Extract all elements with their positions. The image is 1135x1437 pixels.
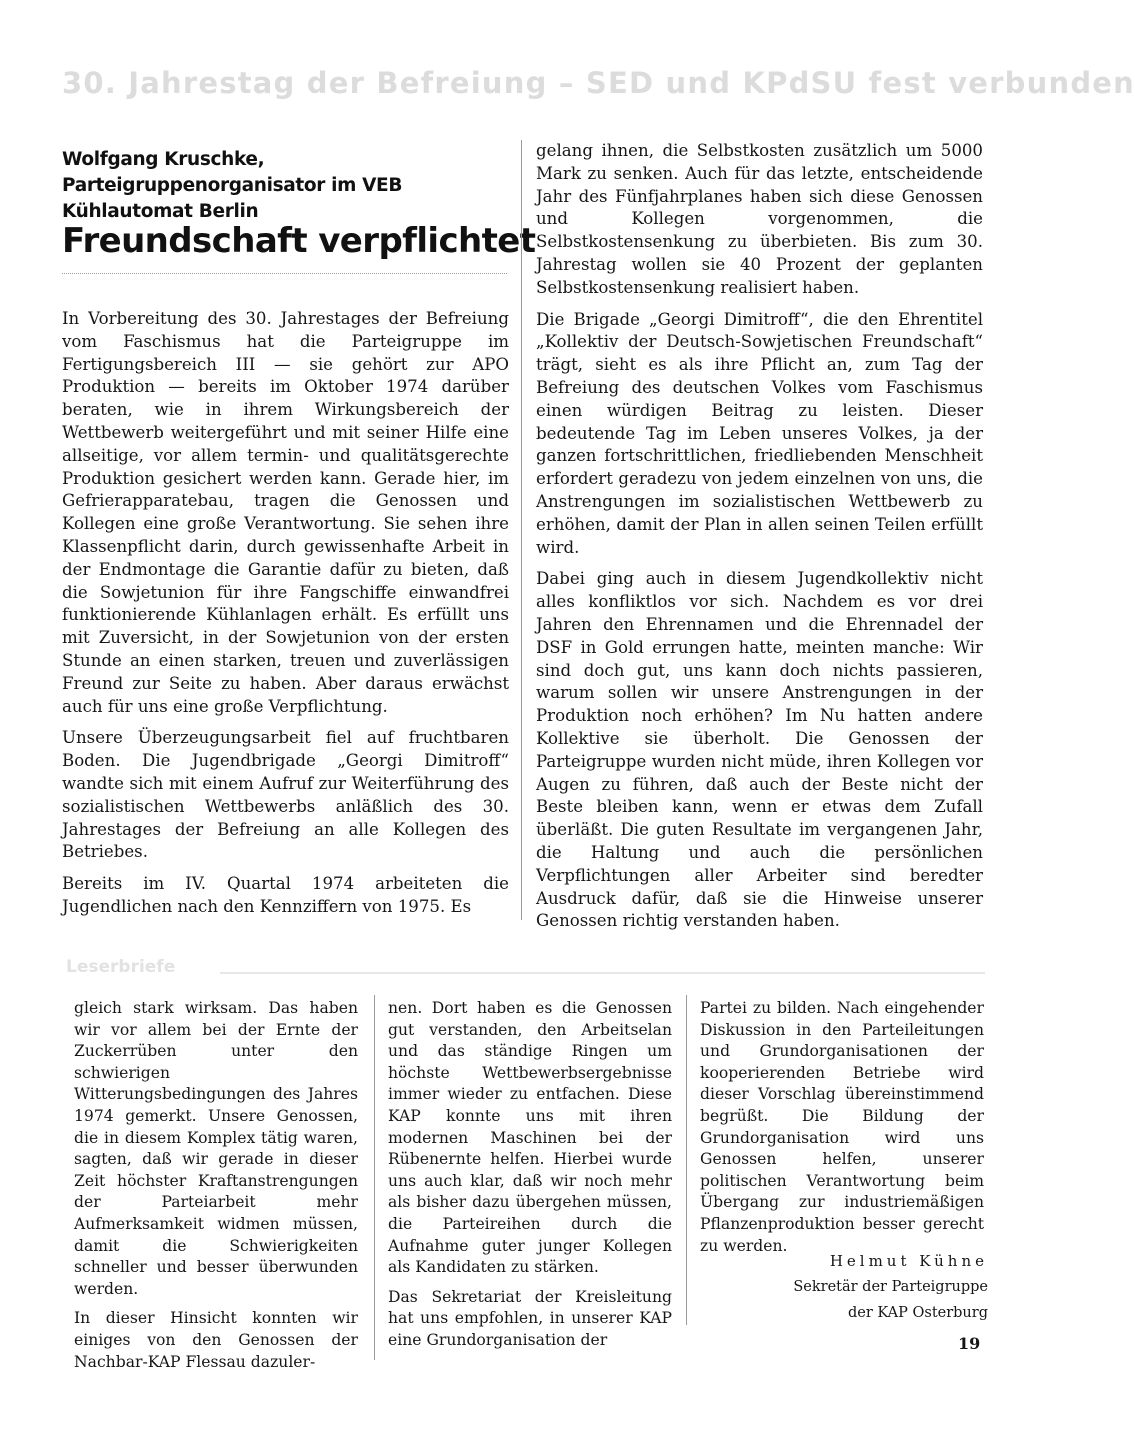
article-paragraph: Die Brigade „Georgi Dimitroff“, die den Ehrentitel „Kollektiv der Deutsch-Sowjetischen Freundschaft“ trägt, sieht es als ihre Pflicht an, zum Tag der Befreiung des deutschen Volkes vom Faschismus einen würdigen Beitrag zu leisten. Dieser bedeutende Tag im Leben unseres Volkes, ja der ganzen fortschrittlichen, friedliebenden Menschheit erfordert geradezu von jedem einzelnen von uns, die Anstrengungen im sozialistischen Wettbewerb zu erhöhen, damit der Plan in allen seinen Teilen erfüllt wird. [536,309,983,557]
letter-paragraph: Das Sekretariat der Kreisleitung hat uns empfohlen, in unserer KAP eine Grundorganisation der [388,1287,672,1349]
show-through-section-label: Leserbriefe [66,957,176,977]
page-number: 19 [958,1334,981,1353]
article-paragraph: In Vorbereitung des 30. Jahrestages der Befreiung vom Faschismus hat die Parteigruppe im Fertigungsbereich III — sie gehört zur APO Produktion — bereits im Oktober 1974 darüber beraten, wie in ihrem Wirkungsbereich der Wettbewerb weitergeführt und mit seiner Hilfe eine allseitige, vor allem termin- und qualitätsgerechte Produktion gesichert werden kann. Gerade hier, im Gefrierapparatebau, tragen die Genossen und Kollegen eine große Verantwortung. Sie sehen ihre Klassenpflicht darin, durch gewissenhafte Arbeit in der Endmontage die Garantie dafür zu bieten, daß die Sowjetunion für ihre Fangschiffe einwandfrei funktionierende Kühlanlagen erhält. Es erfüllt uns mit Zuversicht, in der Sowjetunion von der ersten Stunde an einen starken, treuen und zuverlässigen Freund zur Seite zu haben. Aber daraus erwächst auch für uns eine große Verpflichtung. [62,309,509,716]
letter-paragraph: nen. Dort haben es die Genossen gut verstanden, den Arbeitselan und das ständige Ringen um höchste Wettbewerbsergebnisse immer wieder zu entfachen. Diese KAP konnte uns mit ihren modernen Maschinen bei der Rübenernte helfen. Hierbei wurde uns auch klar, daß wir noch mehr als bisher dazu übergehen müssen, die Parteireihen durch die Aufnahme guter junger Kollegen als Kandidaten zu stärken. [388,999,672,1277]
article-paragraph: gelang ihnen, die Selbstkosten zusätzlich um 5000 Mark zu senken. Auch für das letzte, entscheidende Jahr des Fünfjahrplanes haben sich diese Genossen und Kollegen vorgenommen, die Selbstkostensenkung zu überbieten. Bis zum 30. Jahrestag wollen sie 40 Prozent der geplanten Selbstkostensenkung realisiert haben. [536,141,983,297]
article-paragraph: Bereits im IV. Quartal 1974 arbeiteten die Jugendlichen nach den Kennziffern von 1975. Es [62,874,509,916]
letter-signature [700,1248,988,1326]
show-through-heading: 30. Jahrestag der Befreiung – SED und KPdSU fest verbunden [62,66,1135,100]
column-divider [521,140,522,920]
article-byline: Wolfgang Kruschke, Parteigruppenorganisator im VEB Kühlautomat Berlin [62,149,403,222]
signature-role: Sekretär der Parteigruppe [793,1279,988,1295]
column-divider [686,995,687,1325]
letter-paragraph: Partei zu bilden. Nach eingehender Diskussion in den Parteileitungen und Grundorganisationen der kooperierenden Betriebe wird dieser Vorschlag übereinstimmend begrüßt. Die Bildung der Grundorganisation wird uns Genossen helfen, unserer politischen Verantwortung beim Übergang zur industriemäßigen Pflanzenproduktion besser gerecht zu werden. [700,999,984,1255]
article-paragraph: Unsere Überzeugungsarbeit fiel auf fruchtbaren Boden. Die Jugendbrigade „Georgi Dimitroff“ wandte sich mit einem Aufruf zur Weiterführung des sozialistischen Wettbewerbs anläßlich des 30. Jahrestages der Befreiung an alle Kollegen des Betriebes. [62,728,509,862]
column-divider [374,995,375,1360]
article-title: Freundschaft verpflichtet [62,221,536,261]
letter-column-1 [74,998,358,1381]
letter-paragraph: In dieser Hinsicht konnten wir einiges von den Genossen der Nachbar-KAP Flessau dazuler- [74,1309,358,1371]
letter-column-3 [700,998,984,1265]
letter-paragraph: gleich stark wirksam. Das haben wir vor allem bei der Ernte der Zuckerrüben unter den schwierigen Witterungsbedingungen des Jahres 1974 gemerkt. Unsere Genossen, die in diesem Komplex tätig waren, sagten, daß wir gerade in dieser Zeit höchster Kraftanstrengungen der Parteiarbeit mehr Aufmerksamkeit widmen müssen, damit die Schwierigkeiten schneller und besser überwunden werden. [74,999,358,1298]
article-left-column [62,308,509,928]
article-right-column [536,140,983,942]
letter-column-2 [388,998,672,1360]
show-through-rule [220,972,985,974]
article-paragraph: Dabei ging auch in diesem Jugendkollektiv nicht alles konfliktlos vor sich. Nachdem es vor drei Jahren den Ehrennamen und die Ehrennadel der DSF in Gold errungen hatte, meinten manche: Wir sind doch gut, uns kann doch nichts passieren, warum sollen wir unsere Anstrengungen in der Produktion noch erhöhen? Im Nu hatten andere Kollektive sie überholt. Die Genossen der Parteigruppe wurden nicht müde, ihren Kollegen vor Augen zu führen, daß auch der Beste nicht der Beste bleiben kann, wenn er etwas dem Zufall überläßt. Die guten Resultate im vergangenen Jahr, die Haltung und auch die persönlichen Verpflichtungen aller Arbeiter sind beredter Ausdruck dafür, daß sie die Hinweise unserer Genossen richtig verstanden haben. [536,569,983,931]
signature-role: der KAP Osterburg [848,1305,988,1321]
title-divider [62,273,507,274]
signature-name: Helmut Kühne [829,1252,988,1270]
